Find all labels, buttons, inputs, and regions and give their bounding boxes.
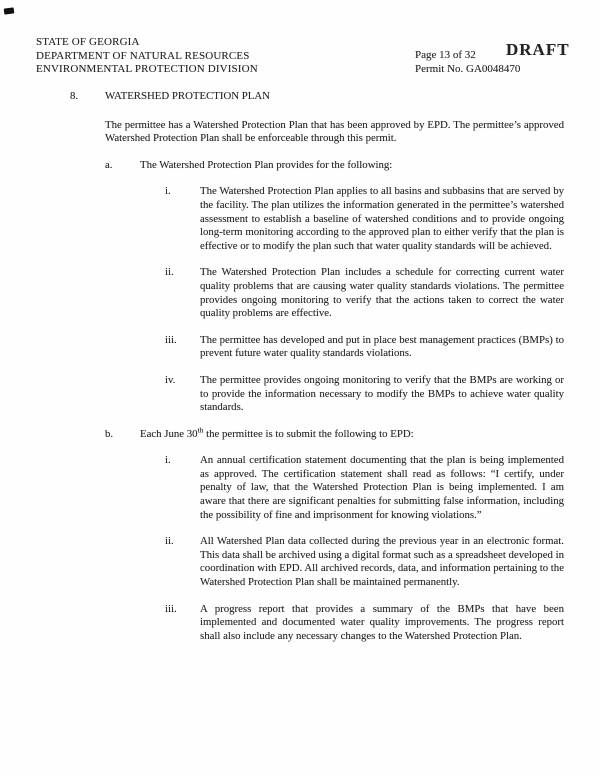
header-line-division: ENVIRONMENTAL PROTECTION DIVISION (36, 63, 258, 76)
item-a-marker: a. (105, 158, 113, 171)
item-a-i-marker: i. (165, 185, 171, 198)
permit-number: Permit No. GA0048470 (415, 62, 521, 75)
item-a-ii-text: The Watershed Protection Plan includes a schedule for correcting current water quality problems that are causing water quality standards violations. The permittee provides ongoing monitoring to verify that the actions taken to correct the water quality problems are effective. (200, 266, 564, 320)
item-b-body (140, 425, 564, 644)
item-b-heading (140, 425, 564, 442)
item-b-heading-pre: Each June 30 (140, 427, 198, 440)
item-b-ii (140, 535, 564, 589)
page-info-block (415, 49, 520, 76)
item-a-iii-text: The permittee has developed and put in place best management practices (BMPs) to prevent future water quality standards violations. (200, 333, 564, 360)
item-b-ii-text: All Watershed Plan data collected during the previous year in an electronic format. This data shall be archived using a digital format such as a spreadsheet developed in coordination with EPD. All archived records, data, and information pertaining to the Watershed Protection Plan shall be maintained permanently. (200, 535, 564, 589)
item-b-heading-post: the permittee is to submit the following to EPD: (203, 427, 414, 440)
item-a-iv-marker: iv. (165, 373, 176, 386)
item-b-i-text: An annual certification statement documenting that the plan is being implemented as approved. The certification statement shall read as follows: “I certify, under penalty of law, that the Watershed Protection Plan is being implemented. I am aware that there are significant penalties for submitting false information, including the possibility of fine and imprisonment for knowing violations.” (200, 454, 564, 521)
section-title: WATERSHED PROTECTION PLAN (105, 90, 270, 102)
item-a-i (140, 185, 564, 253)
item-b-iii (140, 603, 564, 644)
item-b-marker: b. (105, 427, 114, 440)
draft-watermark: DRAFT (506, 40, 570, 59)
item-a-i-text: The Watershed Protection Plan applies to all basins and subbasins that are served by the facility. The plan utilizes the information generated in the permittee’s watershed assessment to establish a baseline of watershed conditions and to provide ongoing long-term monitoring according to the approved plan to either verify that the plan is effective or to modify the plan such that water quality standards will be achieved. (200, 185, 564, 252)
scan-artifact (4, 7, 15, 14)
item-b-i-marker: i. (165, 454, 171, 467)
header-line-department: DEPARTMENT OF NATURAL RESOURCES (36, 49, 250, 62)
item-a-body (140, 159, 564, 415)
page-number: Page 13 of 32 (415, 49, 476, 61)
item-a-iv (140, 374, 564, 415)
item-a-ii (140, 266, 564, 320)
item-a-heading: The Watershed Protection Plan provides for the following: (140, 158, 393, 171)
document-body (70, 90, 564, 643)
item-a-iii-marker: iii. (165, 333, 177, 346)
section-heading-row (70, 90, 564, 104)
item-a (70, 159, 564, 415)
item-b-iii-text: A progress report that provides a summary of the BMPs that have been implemented and documented water quality improvements. The progress report shall also include any necessary changes to the Watershed Protection Plan. (200, 602, 564, 642)
agency-header (36, 36, 258, 77)
header-line-state: STATE OF GEORGIA (36, 36, 140, 48)
item-a-iv-text: The permittee provides ongoing monitoring to verify that the BMPs are working or to provide the information necessary to modify the BMPs to achieve water quality standards. (200, 373, 564, 414)
item-b-ii-marker: ii. (165, 535, 174, 548)
item-b-iii-marker: iii. (165, 602, 177, 615)
item-a-iii (140, 334, 564, 361)
item-a-ii-marker: ii. (165, 266, 174, 279)
section-number: 8. (70, 90, 79, 102)
item-b (70, 425, 564, 644)
section-intro: The permittee has a Watershed Protection Plan that has been approved by EPD. The permittee’s approved Watershed Protection Plan shall be enforceable through this permit. (105, 118, 564, 145)
ordinal-superscript: th (197, 425, 204, 435)
item-b-i (140, 454, 564, 522)
